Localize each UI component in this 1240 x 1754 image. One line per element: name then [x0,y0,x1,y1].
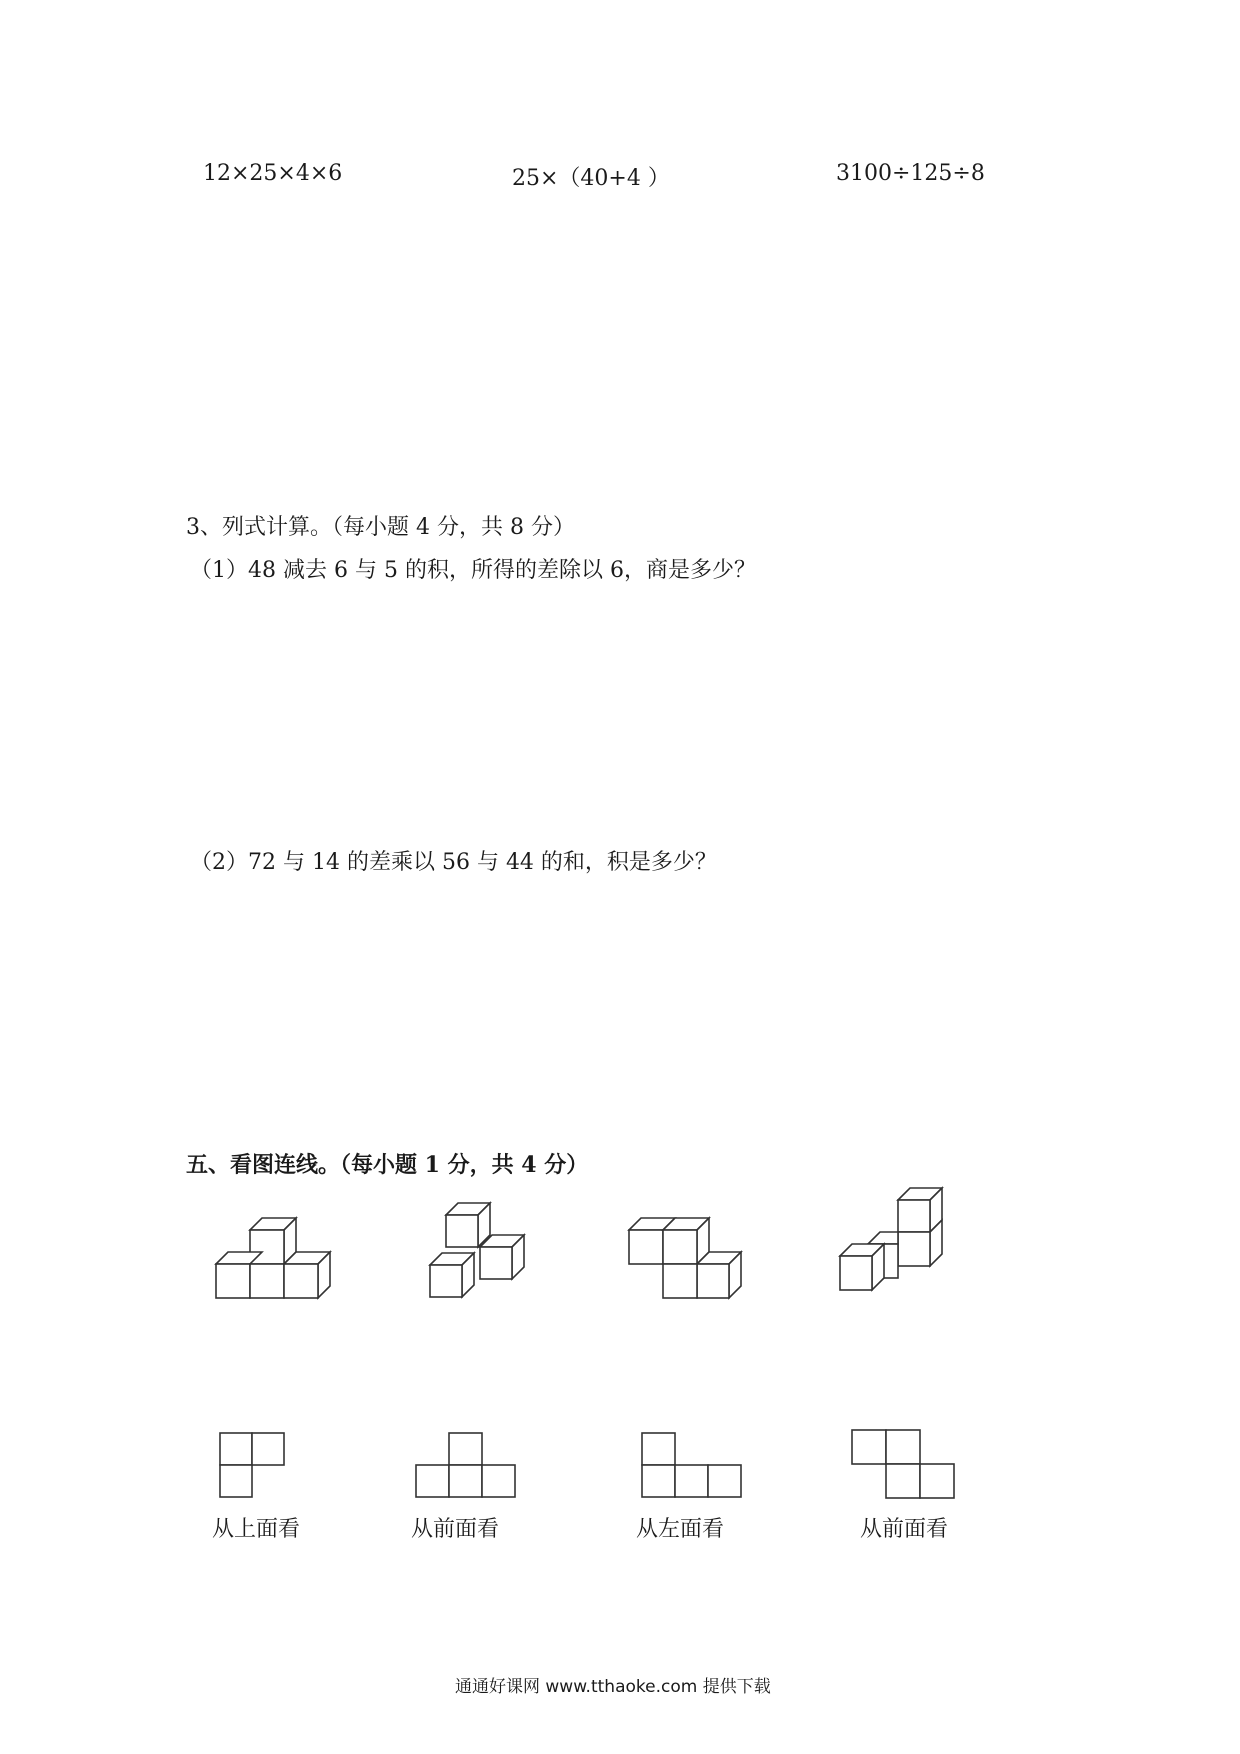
cube-arrangement-3-figure [627,1218,747,1308]
view-figure-2 [414,1431,518,1501]
view-figure-3 [640,1431,744,1501]
expression-3: 3100÷125÷8 [836,161,985,186]
cube-arrangement-4-figure [838,1188,958,1308]
question-1: （1）48 减去 6 与 5 的积，所得的差除以 6，商是多少？ [190,558,756,583]
expression-1: 12×25×4×6 [203,161,343,186]
view-caption-1: 从上面看 [212,1517,301,1542]
question-2: （2）72 与 14 的差乘以 56 与 44 的和，积是多少？ [190,850,717,875]
section-5-title: 五、看图连线。（每小题 1 分，共 4 分） [186,1152,589,1178]
section-3-title: 3、列式计算。（每小题 4 分，共 8 分） [186,515,575,540]
cube-arrangement-1-figure [214,1218,339,1302]
view-caption-4: 从前面看 [860,1517,949,1542]
footer-text: 通通好课网 www.tthaoke.com 提供下载 [455,1677,771,1697]
view-caption-2: 从前面看 [411,1517,500,1542]
view-figure-1 [218,1431,288,1501]
cube-arrangement-2-figure [428,1203,528,1303]
view-figure-4 [850,1428,960,1500]
view-caption-3: 从左面看 [636,1517,725,1542]
expression-2: 25×（40+4 ） [512,166,670,191]
